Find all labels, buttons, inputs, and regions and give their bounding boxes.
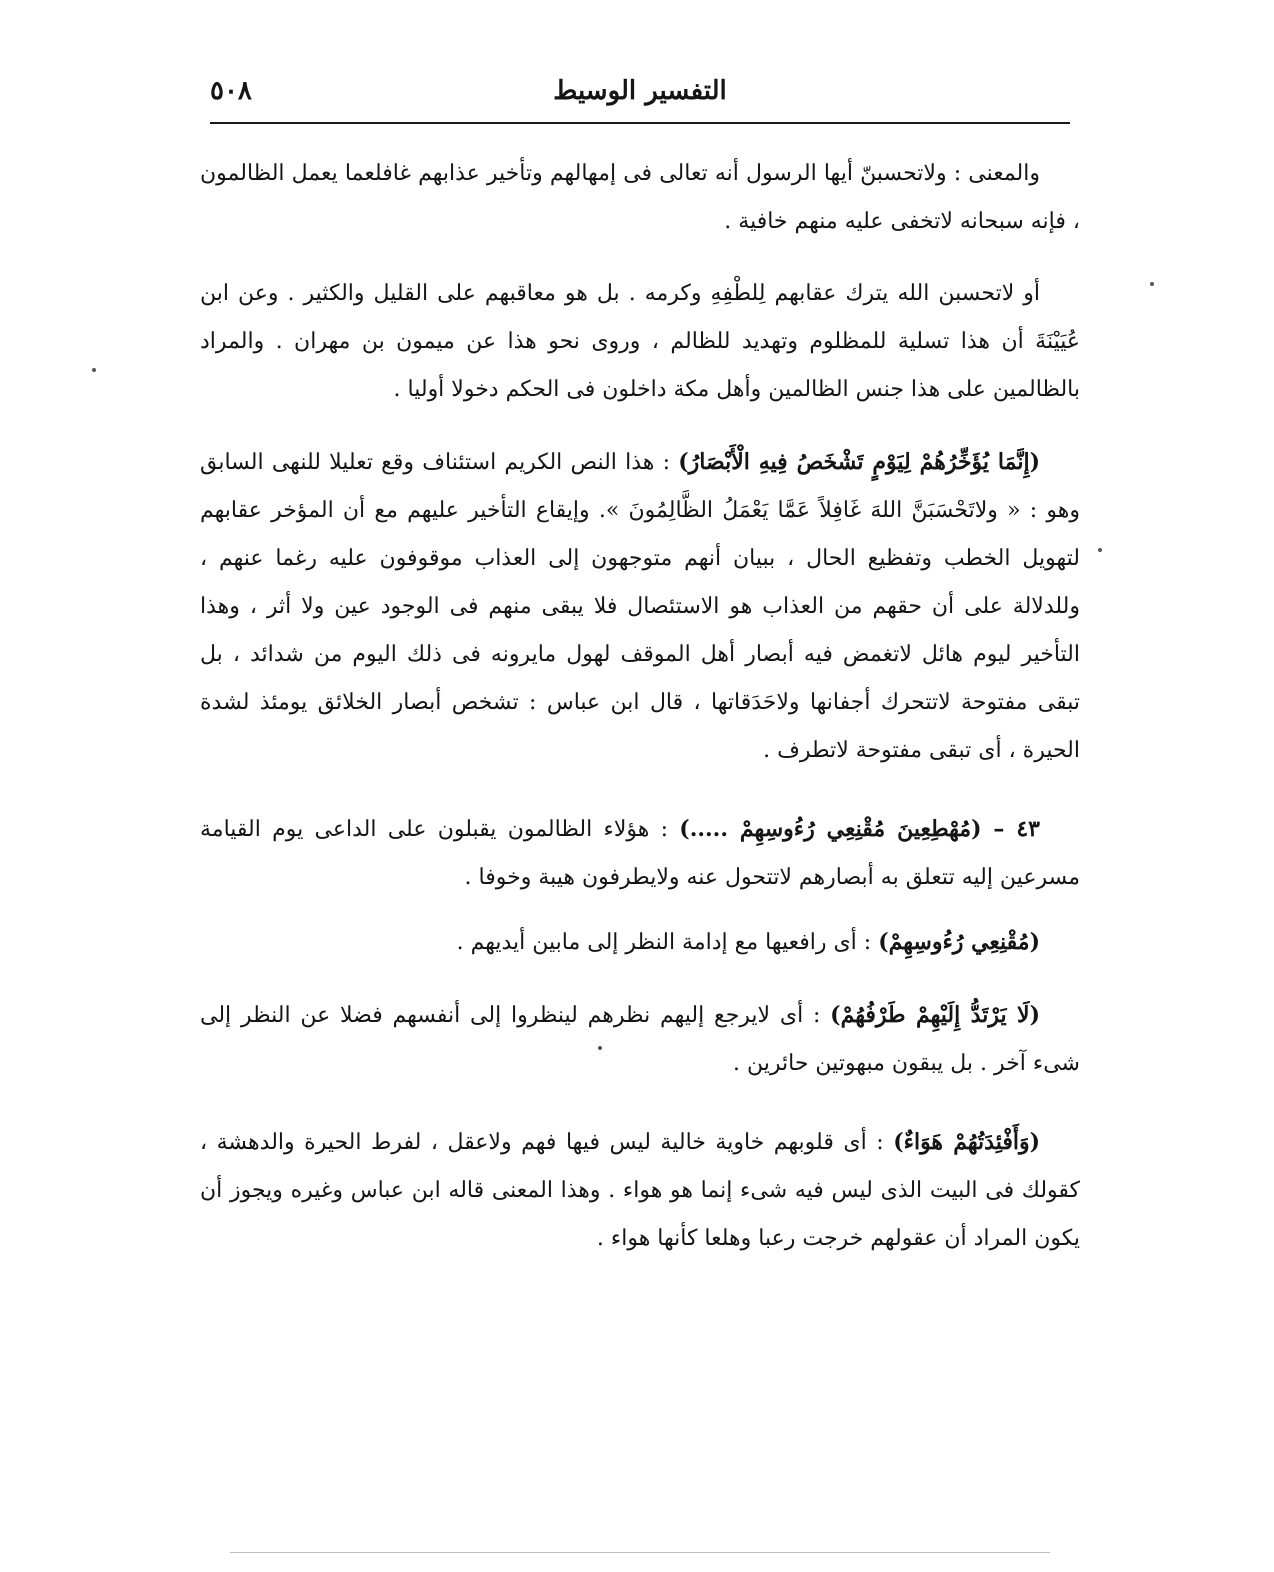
verse-quote-2: ٤٣ – (مُهْطِعِينَ مُقْنِعِي رُءُوسِهِمْ .....) — [679, 816, 1040, 842]
paragraph-7 — [200, 1118, 1080, 1263]
header-rule — [210, 122, 1070, 124]
scan-speck — [1098, 548, 1102, 552]
paragraph-6 — [200, 991, 1080, 1088]
footer-rule — [230, 1552, 1050, 1553]
paragraph-3 — [200, 438, 1080, 775]
page-number: ٥٠٨ — [210, 76, 252, 106]
body-text — [200, 150, 1080, 1263]
running-title: التفسير الوسيط — [553, 76, 727, 106]
paragraph-1 — [200, 150, 1080, 246]
paragraph-7-text: : أى قلوبهم خاوية خالية ليس فيها فهم ولاعقل ، لفرط الحيرة والدهشة ، كقولك فى البيت الذى ليس فيه شىء إنما هو هواء . وهذا المعنى قاله ابن عباس وغيره ويجوز أن يكون المراد أن عقولهم خرجت رعبا وهلعا كأنها هواء . — [200, 1130, 1080, 1251]
paragraph-4-text: : هؤلاء الظالمون يقبلون على الداعى يوم القيامة مسرعين إليه تتعلق به أبصارهم لاتتحول عنه ولايطرفون هيبة وخوفا . — [200, 817, 1080, 890]
verse-quote-3: (مُقْنِعِي رُءُوسِهِمْ) — [878, 929, 1040, 955]
verse-quote-1: (إِنَّمَا يُؤَخِّرُهُمْ لِيَوْمٍ تَشْخَصُ فِيهِ الْأَبْصَارُ) — [678, 449, 1040, 475]
paragraph-2 — [200, 270, 1080, 414]
paragraph-6-text: : أى لايرجع إليهم نظرهم لينظروا إلى أنفسهم فضلا عن النظر إلى شىء آخر . بل يبقون مبهوتين حائرين . — [200, 1003, 1080, 1076]
verse-quote-4: (لَا يَرْتَدُّ إِلَيْهِمْ طَرْفُهُمْ) — [830, 1002, 1040, 1028]
verse-quote-5: (وَأَفْئِدَتُهُمْ هَوَاءٌ) — [893, 1129, 1040, 1155]
paragraph-5-text: : أى رافعيها مع إدامة النظر إلى مابين أيديهم . — [456, 930, 879, 955]
page-header — [210, 70, 1070, 120]
scan-speck — [598, 1046, 602, 1050]
scan-speck — [1150, 282, 1154, 286]
scan-speck — [92, 368, 96, 372]
paragraph-4 — [200, 805, 1080, 902]
paragraph-1-text: والمعنى : ولاتحسبنّ أيها الرسول أنه تعالى فى إمهالهم وتأخير عذابهم غافلعما يعمل الظالمون ، فإنه سبحانه لاتخفى عليه منهم خافية . — [200, 161, 1080, 234]
paragraph-2-text: أو لاتحسبن الله يترك عقابهم لِلطْفِهِ وكرمه . بل هو معاقبهم على القليل والكثير . وعن ابن عُيَيْنَةَ أن هذا تسلية للمظلوم وتهديد للظالم ، وروى نحو هذا عن ميمون بن مهران . والمراد بالظالمين على هذا جنس الظالمين وأهل مكة داخلون فى الحكم دخولا أوليا . — [200, 281, 1080, 402]
paragraph-3-text: : هذا النص الكريم استئناف وقع تعليلا للنهى السابق وهو : « ولاتَحْسَبَنَّ اللهَ غَافِلاً عَمَّا يَعْمَلُ الظَّالِمُونَ ». وإيقاع التأخير عليهم مع أن المؤخر عقابهم لتهويل الخطب وتفظيع الحال ، ببيان أنهم متوجهون إلى العذاب موقوفون عليه رغما عنهم ، وللدلالة على أن حقهم من العذاب هو الاستئصال فلا يبقى منهم فى الوجود عين ولا أثر ، وهذا التأخير ليوم هائل لاتغمض فيه أبصار أهل الموقف لهول مايرونه فى ذلك اليوم من شدائد ، بل تبقى مفتوحة لاتتحرك أجفانها ولاحَدَقاتها ، قال ابن عباس : تشخص أبصار الخلائق يومئذ لشدة الحيرة ، أى تبقى مفتوحة لاتطرف . — [200, 450, 1080, 763]
paragraph-5 — [200, 918, 1080, 967]
